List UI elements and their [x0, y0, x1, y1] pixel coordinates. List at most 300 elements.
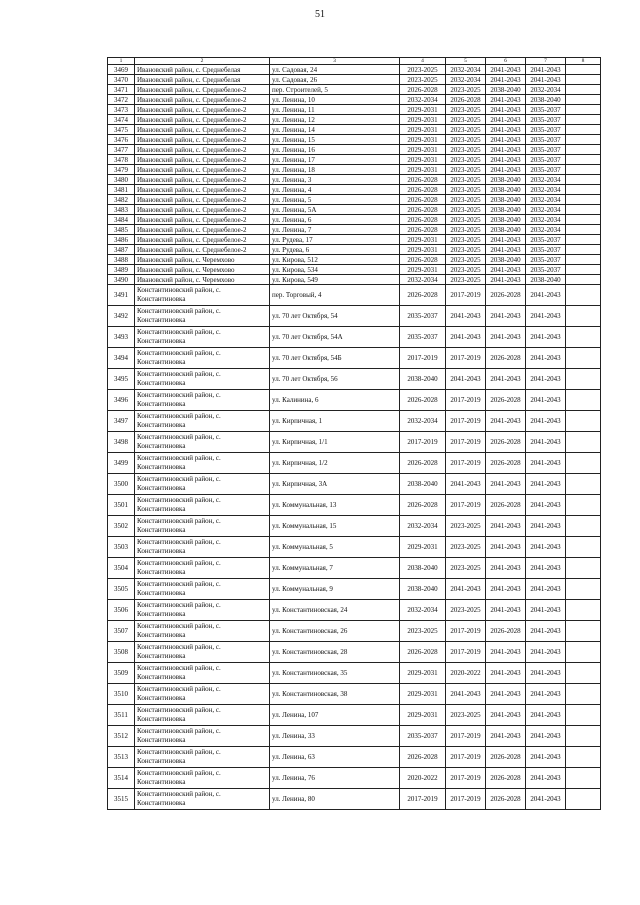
column-8-cell — [566, 327, 601, 348]
table-row — [108, 235, 601, 245]
column-8-cell — [566, 390, 601, 411]
period-col7-cell: 2041-2043 — [526, 684, 566, 705]
period-col4-cell: 2023-2025 — [400, 75, 446, 85]
column-8-cell — [566, 105, 601, 115]
street-address-cell: ул. Ленина, 12 — [270, 115, 400, 125]
district-settlement-cell: Константиновский район, с. Константиновка — [135, 327, 270, 348]
district-settlement-cell: Константиновский район, с. Константиновка — [135, 537, 270, 558]
period-col4-cell: 2026-2028 — [400, 175, 446, 185]
period-col5-cell: 2023-2025 — [446, 125, 486, 135]
period-col6-cell: 2038-2040 — [486, 215, 526, 225]
row-number-cell: 3477 — [108, 145, 135, 155]
street-address-cell: ул. Рудева, 17 — [270, 235, 400, 245]
period-col5-cell: 2023-2025 — [446, 145, 486, 155]
period-col7-cell: 2035-2037 — [526, 165, 566, 175]
column-8-cell — [566, 225, 601, 235]
table-row — [108, 306, 601, 327]
district-settlement-cell: Константиновский район, с. Константиновка — [135, 285, 270, 306]
period-col5-cell: 2023-2025 — [446, 600, 486, 621]
period-col5-cell: 2023-2025 — [446, 215, 486, 225]
header-cell: 1 — [108, 58, 135, 65]
row-number-cell: 3500 — [108, 474, 135, 495]
table-row — [108, 105, 601, 115]
period-col5-cell: 2017-2019 — [446, 789, 486, 810]
column-8-cell — [566, 275, 601, 285]
street-address-cell: ул. Ленина, 5 — [270, 195, 400, 205]
period-col6-cell: 2041-2043 — [486, 245, 526, 255]
period-col7-cell: 2041-2043 — [526, 495, 566, 516]
period-col6-cell: 2026-2028 — [486, 390, 526, 411]
period-col7-cell: 2041-2043 — [526, 432, 566, 453]
row-number-cell: 3512 — [108, 726, 135, 747]
period-col6-cell: 2041-2043 — [486, 705, 526, 726]
table-row — [108, 684, 601, 705]
column-8-cell — [566, 235, 601, 245]
period-col5-cell: 2023-2025 — [446, 245, 486, 255]
period-col7-cell: 2041-2043 — [526, 726, 566, 747]
period-col5-cell: 2017-2019 — [446, 726, 486, 747]
period-col5-cell: 2041-2043 — [446, 306, 486, 327]
period-col7-cell: 2041-2043 — [526, 642, 566, 663]
column-8-cell — [566, 432, 601, 453]
period-col5-cell: 2017-2019 — [446, 411, 486, 432]
period-col7-cell: 2035-2037 — [526, 145, 566, 155]
period-col4-cell: 2029-2031 — [400, 125, 446, 135]
district-settlement-cell: Ивановский район, с. Среднебелая — [135, 75, 270, 85]
column-8-cell — [566, 747, 601, 768]
period-col5-cell: 2023-2025 — [446, 85, 486, 95]
period-col5-cell: 2023-2025 — [446, 705, 486, 726]
street-address-cell: ул. Коммунальная, 7 — [270, 558, 400, 579]
period-col5-cell: 2032-2034 — [446, 75, 486, 85]
row-number-cell: 3476 — [108, 135, 135, 145]
district-settlement-cell: Константиновский район, с. Константиновка — [135, 369, 270, 390]
column-8-cell — [566, 165, 601, 175]
district-settlement-cell: Ивановский район, с. Среднебелое-2 — [135, 145, 270, 155]
table-row — [108, 642, 601, 663]
period-col6-cell: 2038-2040 — [486, 255, 526, 265]
district-settlement-cell: Константиновский район, с. Константиновка — [135, 621, 270, 642]
period-col4-cell: 2026-2028 — [400, 747, 446, 768]
period-col4-cell: 2038-2040 — [400, 579, 446, 600]
period-col7-cell: 2032-2034 — [526, 185, 566, 195]
period-col7-cell: 2041-2043 — [526, 306, 566, 327]
period-col6-cell: 2026-2028 — [486, 495, 526, 516]
period-col5-cell: 2041-2043 — [446, 579, 486, 600]
period-col6-cell: 2041-2043 — [486, 537, 526, 558]
period-col4-cell: 2029-2031 — [400, 663, 446, 684]
period-col4-cell: 2032-2034 — [400, 516, 446, 537]
period-col7-cell: 2041-2043 — [526, 621, 566, 642]
period-col4-cell: 2026-2028 — [400, 285, 446, 306]
period-col4-cell: 2035-2037 — [400, 306, 446, 327]
period-col4-cell: 2026-2028 — [400, 390, 446, 411]
district-settlement-cell: Ивановский район, с. Среднебелая — [135, 65, 270, 75]
table-row — [108, 516, 601, 537]
period-col6-cell: 2041-2043 — [486, 726, 526, 747]
column-8-cell — [566, 65, 601, 75]
table-row — [108, 579, 601, 600]
district-settlement-cell: Константиновский район, с. Константиновка — [135, 684, 270, 705]
table-row — [108, 747, 601, 768]
column-8-cell — [566, 145, 601, 155]
column-8-cell — [566, 115, 601, 125]
period-col4-cell: 2038-2040 — [400, 558, 446, 579]
street-address-cell: ул. Кирпичная, 1 — [270, 411, 400, 432]
period-col5-cell: 2023-2025 — [446, 275, 486, 285]
column-8-cell — [566, 726, 601, 747]
table-row — [108, 175, 601, 185]
column-8-cell — [566, 215, 601, 225]
street-address-cell: ул. Ленина, 76 — [270, 768, 400, 789]
street-address-cell: ул. Ленина, 63 — [270, 747, 400, 768]
period-col6-cell: 2038-2040 — [486, 175, 526, 185]
street-address-cell: ул. Кирпичная, 1/1 — [270, 432, 400, 453]
period-col4-cell: 2038-2040 — [400, 369, 446, 390]
table-row — [108, 245, 601, 255]
period-col4-cell: 2017-2019 — [400, 432, 446, 453]
table-row — [108, 474, 601, 495]
row-number-cell: 3502 — [108, 516, 135, 537]
row-number-cell: 3491 — [108, 285, 135, 306]
district-settlement-cell: Ивановский район, с. Среднебелое-2 — [135, 225, 270, 235]
period-col6-cell: 2041-2043 — [486, 265, 526, 275]
column-8-cell — [566, 411, 601, 432]
period-col5-cell: 2023-2025 — [446, 225, 486, 235]
period-col7-cell: 2035-2037 — [526, 155, 566, 165]
period-col6-cell: 2041-2043 — [486, 165, 526, 175]
district-settlement-cell: Ивановский район, с. Черемхово — [135, 265, 270, 275]
period-col7-cell: 2035-2037 — [526, 135, 566, 145]
period-col6-cell: 2041-2043 — [486, 125, 526, 135]
street-address-cell: ул. Константиновская, 35 — [270, 663, 400, 684]
street-address-cell: ул. Кирова, 549 — [270, 275, 400, 285]
column-8-cell — [566, 255, 601, 265]
register-body — [108, 58, 601, 810]
row-number-cell: 3471 — [108, 85, 135, 95]
period-col7-cell: 2035-2037 — [526, 105, 566, 115]
period-col7-cell: 2041-2043 — [526, 537, 566, 558]
period-col5-cell: 2017-2019 — [446, 621, 486, 642]
header-cell: 6 — [486, 58, 526, 65]
column-8-cell — [566, 495, 601, 516]
street-address-cell: ул. Ленина, 17 — [270, 155, 400, 165]
period-col5-cell: 2023-2025 — [446, 155, 486, 165]
column-8-cell — [566, 705, 601, 726]
period-col7-cell: 2032-2034 — [526, 215, 566, 225]
row-number-cell: 3501 — [108, 495, 135, 516]
period-col6-cell: 2041-2043 — [486, 145, 526, 155]
street-address-cell: ул. 70 лет Октября, 56 — [270, 369, 400, 390]
period-col5-cell: 2017-2019 — [446, 432, 486, 453]
period-col6-cell: 2041-2043 — [486, 155, 526, 165]
column-8-cell — [566, 205, 601, 215]
column-number-header — [108, 58, 601, 65]
period-col5-cell: 2041-2043 — [446, 327, 486, 348]
row-number-cell: 3494 — [108, 348, 135, 369]
period-col4-cell: 2029-2031 — [400, 265, 446, 275]
period-col5-cell: 2017-2019 — [446, 747, 486, 768]
row-number-cell: 3505 — [108, 579, 135, 600]
period-col6-cell: 2038-2040 — [486, 195, 526, 205]
district-settlement-cell: Ивановский район, с. Среднебелое-2 — [135, 155, 270, 165]
period-col5-cell: 2023-2025 — [446, 516, 486, 537]
column-8-cell — [566, 474, 601, 495]
column-8-cell — [566, 684, 601, 705]
street-address-cell: ул. Ленина, 5А — [270, 205, 400, 215]
row-number-cell: 3496 — [108, 390, 135, 411]
period-col7-cell: 2035-2037 — [526, 125, 566, 135]
period-col5-cell: 2023-2025 — [446, 165, 486, 175]
street-address-cell: ул. Кирпичная, 1/2 — [270, 453, 400, 474]
row-number-cell: 3472 — [108, 95, 135, 105]
period-col6-cell: 2026-2028 — [486, 789, 526, 810]
period-col4-cell: 2026-2028 — [400, 225, 446, 235]
column-8-cell — [566, 558, 601, 579]
period-col6-cell: 2041-2043 — [486, 411, 526, 432]
street-address-cell: ул. Ленина, 4 — [270, 185, 400, 195]
period-col5-cell: 2032-2034 — [446, 65, 486, 75]
row-number-cell: 3514 — [108, 768, 135, 789]
table-row — [108, 225, 601, 235]
header-cell: 5 — [446, 58, 486, 65]
row-number-cell: 3492 — [108, 306, 135, 327]
district-settlement-cell: Константиновский район, с. Константиновка — [135, 558, 270, 579]
table-row — [108, 348, 601, 369]
period-col6-cell: 2041-2043 — [486, 115, 526, 125]
district-settlement-cell: Константиновский район, с. Константиновка — [135, 579, 270, 600]
district-settlement-cell: Ивановский район, с. Среднебелое-2 — [135, 95, 270, 105]
street-address-cell: ул. Ленина, 18 — [270, 165, 400, 175]
column-8-cell — [566, 789, 601, 810]
period-col6-cell: 2041-2043 — [486, 684, 526, 705]
period-col6-cell: 2041-2043 — [486, 275, 526, 285]
row-number-cell: 3498 — [108, 432, 135, 453]
table-row — [108, 205, 601, 215]
table-row — [108, 495, 601, 516]
street-address-cell: ул. Константиновская, 28 — [270, 642, 400, 663]
period-col4-cell: 2029-2031 — [400, 537, 446, 558]
period-col7-cell: 2041-2043 — [526, 348, 566, 369]
period-col5-cell: 2017-2019 — [446, 495, 486, 516]
period-col5-cell: 2020-2022 — [446, 663, 486, 684]
period-col6-cell: 2041-2043 — [486, 65, 526, 75]
row-number-cell: 3469 — [108, 65, 135, 75]
district-settlement-cell: Константиновский район, с. Константиновка — [135, 474, 270, 495]
row-number-cell: 3483 — [108, 205, 135, 215]
period-col6-cell: 2041-2043 — [486, 135, 526, 145]
period-col5-cell: 2023-2025 — [446, 537, 486, 558]
row-number-cell: 3508 — [108, 642, 135, 663]
period-col7-cell: 2035-2037 — [526, 255, 566, 265]
row-number-cell: 3503 — [108, 537, 135, 558]
period-col6-cell: 2026-2028 — [486, 747, 526, 768]
street-address-cell: ул. 70 лет Октября, 54 — [270, 306, 400, 327]
period-col5-cell: 2026-2028 — [446, 95, 486, 105]
period-col7-cell: 2041-2043 — [526, 558, 566, 579]
period-col6-cell: 2041-2043 — [486, 235, 526, 245]
street-address-cell: ул. Ленина, 15 — [270, 135, 400, 145]
table-row — [108, 135, 601, 145]
table-row — [108, 726, 601, 747]
period-col7-cell: 2041-2043 — [526, 579, 566, 600]
column-8-cell — [566, 185, 601, 195]
period-col6-cell: 2026-2028 — [486, 453, 526, 474]
district-settlement-cell: Константиновский район, с. Константиновка — [135, 453, 270, 474]
housing-register-table — [107, 57, 601, 810]
row-number-cell: 3485 — [108, 225, 135, 235]
column-8-cell — [566, 75, 601, 85]
district-settlement-cell: Ивановский район, с. Среднебелое-2 — [135, 125, 270, 135]
column-8-cell — [566, 642, 601, 663]
column-8-cell — [566, 663, 601, 684]
period-col5-cell: 2017-2019 — [446, 453, 486, 474]
period-col7-cell: 2041-2043 — [526, 75, 566, 85]
row-number-cell: 3484 — [108, 215, 135, 225]
column-8-cell — [566, 768, 601, 789]
period-col5-cell: 2017-2019 — [446, 285, 486, 306]
street-address-cell: ул. Ленина, 16 — [270, 145, 400, 155]
period-col7-cell: 2041-2043 — [526, 600, 566, 621]
row-number-cell: 3490 — [108, 275, 135, 285]
district-settlement-cell: Константиновский район, с. Константиновка — [135, 726, 270, 747]
district-settlement-cell: Константиновский район, с. Константиновка — [135, 747, 270, 768]
period-col5-cell: 2017-2019 — [446, 642, 486, 663]
period-col4-cell: 2035-2037 — [400, 726, 446, 747]
period-col5-cell: 2023-2025 — [446, 185, 486, 195]
table-row — [108, 85, 601, 95]
period-col6-cell: 2026-2028 — [486, 285, 526, 306]
period-col6-cell: 2026-2028 — [486, 348, 526, 369]
period-col6-cell: 2041-2043 — [486, 369, 526, 390]
table-row — [108, 537, 601, 558]
column-8-cell — [566, 175, 601, 185]
period-col7-cell: 2035-2037 — [526, 235, 566, 245]
street-address-cell: ул. 70 лет Октября, 54Б — [270, 348, 400, 369]
period-col5-cell: 2041-2043 — [446, 474, 486, 495]
period-col6-cell: 2026-2028 — [486, 768, 526, 789]
district-settlement-cell: Ивановский район, с. Среднебелое-2 — [135, 205, 270, 215]
period-col4-cell: 2026-2028 — [400, 85, 446, 95]
period-col4-cell: 2026-2028 — [400, 453, 446, 474]
period-col4-cell: 2032-2034 — [400, 600, 446, 621]
table-row — [108, 165, 601, 175]
period-col7-cell: 2032-2034 — [526, 175, 566, 185]
table-row — [108, 75, 601, 85]
period-col7-cell: 2041-2043 — [526, 453, 566, 474]
period-col6-cell: 2041-2043 — [486, 105, 526, 115]
street-address-cell: ул. Ленина, 107 — [270, 705, 400, 726]
district-settlement-cell: Константиновский район, с. Константиновка — [135, 600, 270, 621]
period-col4-cell: 2026-2028 — [400, 185, 446, 195]
district-settlement-cell: Ивановский район, с. Среднебелое-2 — [135, 235, 270, 245]
column-8-cell — [566, 245, 601, 255]
header-cell: 4 — [400, 58, 446, 65]
period-col4-cell: 2026-2028 — [400, 205, 446, 215]
column-8-cell — [566, 537, 601, 558]
column-8-cell — [566, 306, 601, 327]
period-col4-cell: 2026-2028 — [400, 195, 446, 205]
period-col4-cell: 2017-2019 — [400, 789, 446, 810]
period-col6-cell: 2026-2028 — [486, 432, 526, 453]
period-col4-cell: 2029-2031 — [400, 115, 446, 125]
street-address-cell: пер. Торговый, 4 — [270, 285, 400, 306]
period-col7-cell: 2032-2034 — [526, 85, 566, 95]
district-settlement-cell: Константиновский район, с. Константиновка — [135, 390, 270, 411]
district-settlement-cell: Константиновский район, с. Константиновка — [135, 306, 270, 327]
period-col4-cell: 2017-2019 — [400, 348, 446, 369]
column-8-cell — [566, 195, 601, 205]
table-row — [108, 705, 601, 726]
period-col5-cell: 2023-2025 — [446, 175, 486, 185]
period-col7-cell: 2041-2043 — [526, 327, 566, 348]
row-number-cell: 3489 — [108, 265, 135, 275]
row-number-cell: 3504 — [108, 558, 135, 579]
period-col5-cell: 2023-2025 — [446, 205, 486, 215]
column-8-cell — [566, 453, 601, 474]
table-row — [108, 155, 601, 165]
period-col7-cell: 2041-2043 — [526, 285, 566, 306]
table-row — [108, 215, 601, 225]
period-col7-cell: 2038-2040 — [526, 95, 566, 105]
district-settlement-cell: Константиновский район, с. Константиновка — [135, 705, 270, 726]
period-col4-cell: 2029-2031 — [400, 105, 446, 115]
period-col7-cell: 2041-2043 — [526, 390, 566, 411]
period-col4-cell: 2032-2034 — [400, 95, 446, 105]
table-row — [108, 65, 601, 75]
period-col4-cell: 2026-2028 — [400, 255, 446, 265]
column-8-cell — [566, 516, 601, 537]
column-8-cell — [566, 621, 601, 642]
period-col6-cell: 2041-2043 — [486, 579, 526, 600]
period-col7-cell: 2035-2037 — [526, 265, 566, 275]
district-settlement-cell: Константиновский район, с. Константиновка — [135, 495, 270, 516]
district-settlement-cell: Ивановский район, с. Среднебелое-2 — [135, 175, 270, 185]
row-number-cell: 3515 — [108, 789, 135, 810]
street-address-cell: ул. Садовая, 26 — [270, 75, 400, 85]
period-col6-cell: 2038-2040 — [486, 225, 526, 235]
row-number-cell: 3495 — [108, 369, 135, 390]
street-address-cell: ул. Коммунальная, 9 — [270, 579, 400, 600]
column-8-cell — [566, 125, 601, 135]
period-col4-cell: 2023-2025 — [400, 65, 446, 75]
column-8-cell — [566, 155, 601, 165]
street-address-cell: ул. Константиновская, 26 — [270, 621, 400, 642]
column-8-cell — [566, 285, 601, 306]
period-col5-cell: 2023-2025 — [446, 195, 486, 205]
period-col6-cell: 2041-2043 — [486, 600, 526, 621]
row-number-cell: 3511 — [108, 705, 135, 726]
period-col6-cell: 2041-2043 — [486, 75, 526, 85]
street-address-cell: ул. Кирова, 512 — [270, 255, 400, 265]
period-col4-cell: 2029-2031 — [400, 705, 446, 726]
district-settlement-cell: Ивановский район, с. Среднебелое-2 — [135, 185, 270, 195]
period-col5-cell: 2023-2025 — [446, 235, 486, 245]
street-address-cell: ул. Кирова, 534 — [270, 265, 400, 275]
street-address-cell: ул. Рудева, 6 — [270, 245, 400, 255]
column-8-cell — [566, 85, 601, 95]
row-number-cell: 3499 — [108, 453, 135, 474]
table-row — [108, 327, 601, 348]
district-settlement-cell: Константиновский район, с. Константиновка — [135, 516, 270, 537]
period-col5-cell: 2023-2025 — [446, 115, 486, 125]
period-col4-cell: 2029-2031 — [400, 135, 446, 145]
row-number-cell: 3497 — [108, 411, 135, 432]
column-8-cell — [566, 600, 601, 621]
table-row — [108, 275, 601, 285]
street-address-cell: ул. Коммунальная, 13 — [270, 495, 400, 516]
period-col4-cell: 2029-2031 — [400, 684, 446, 705]
